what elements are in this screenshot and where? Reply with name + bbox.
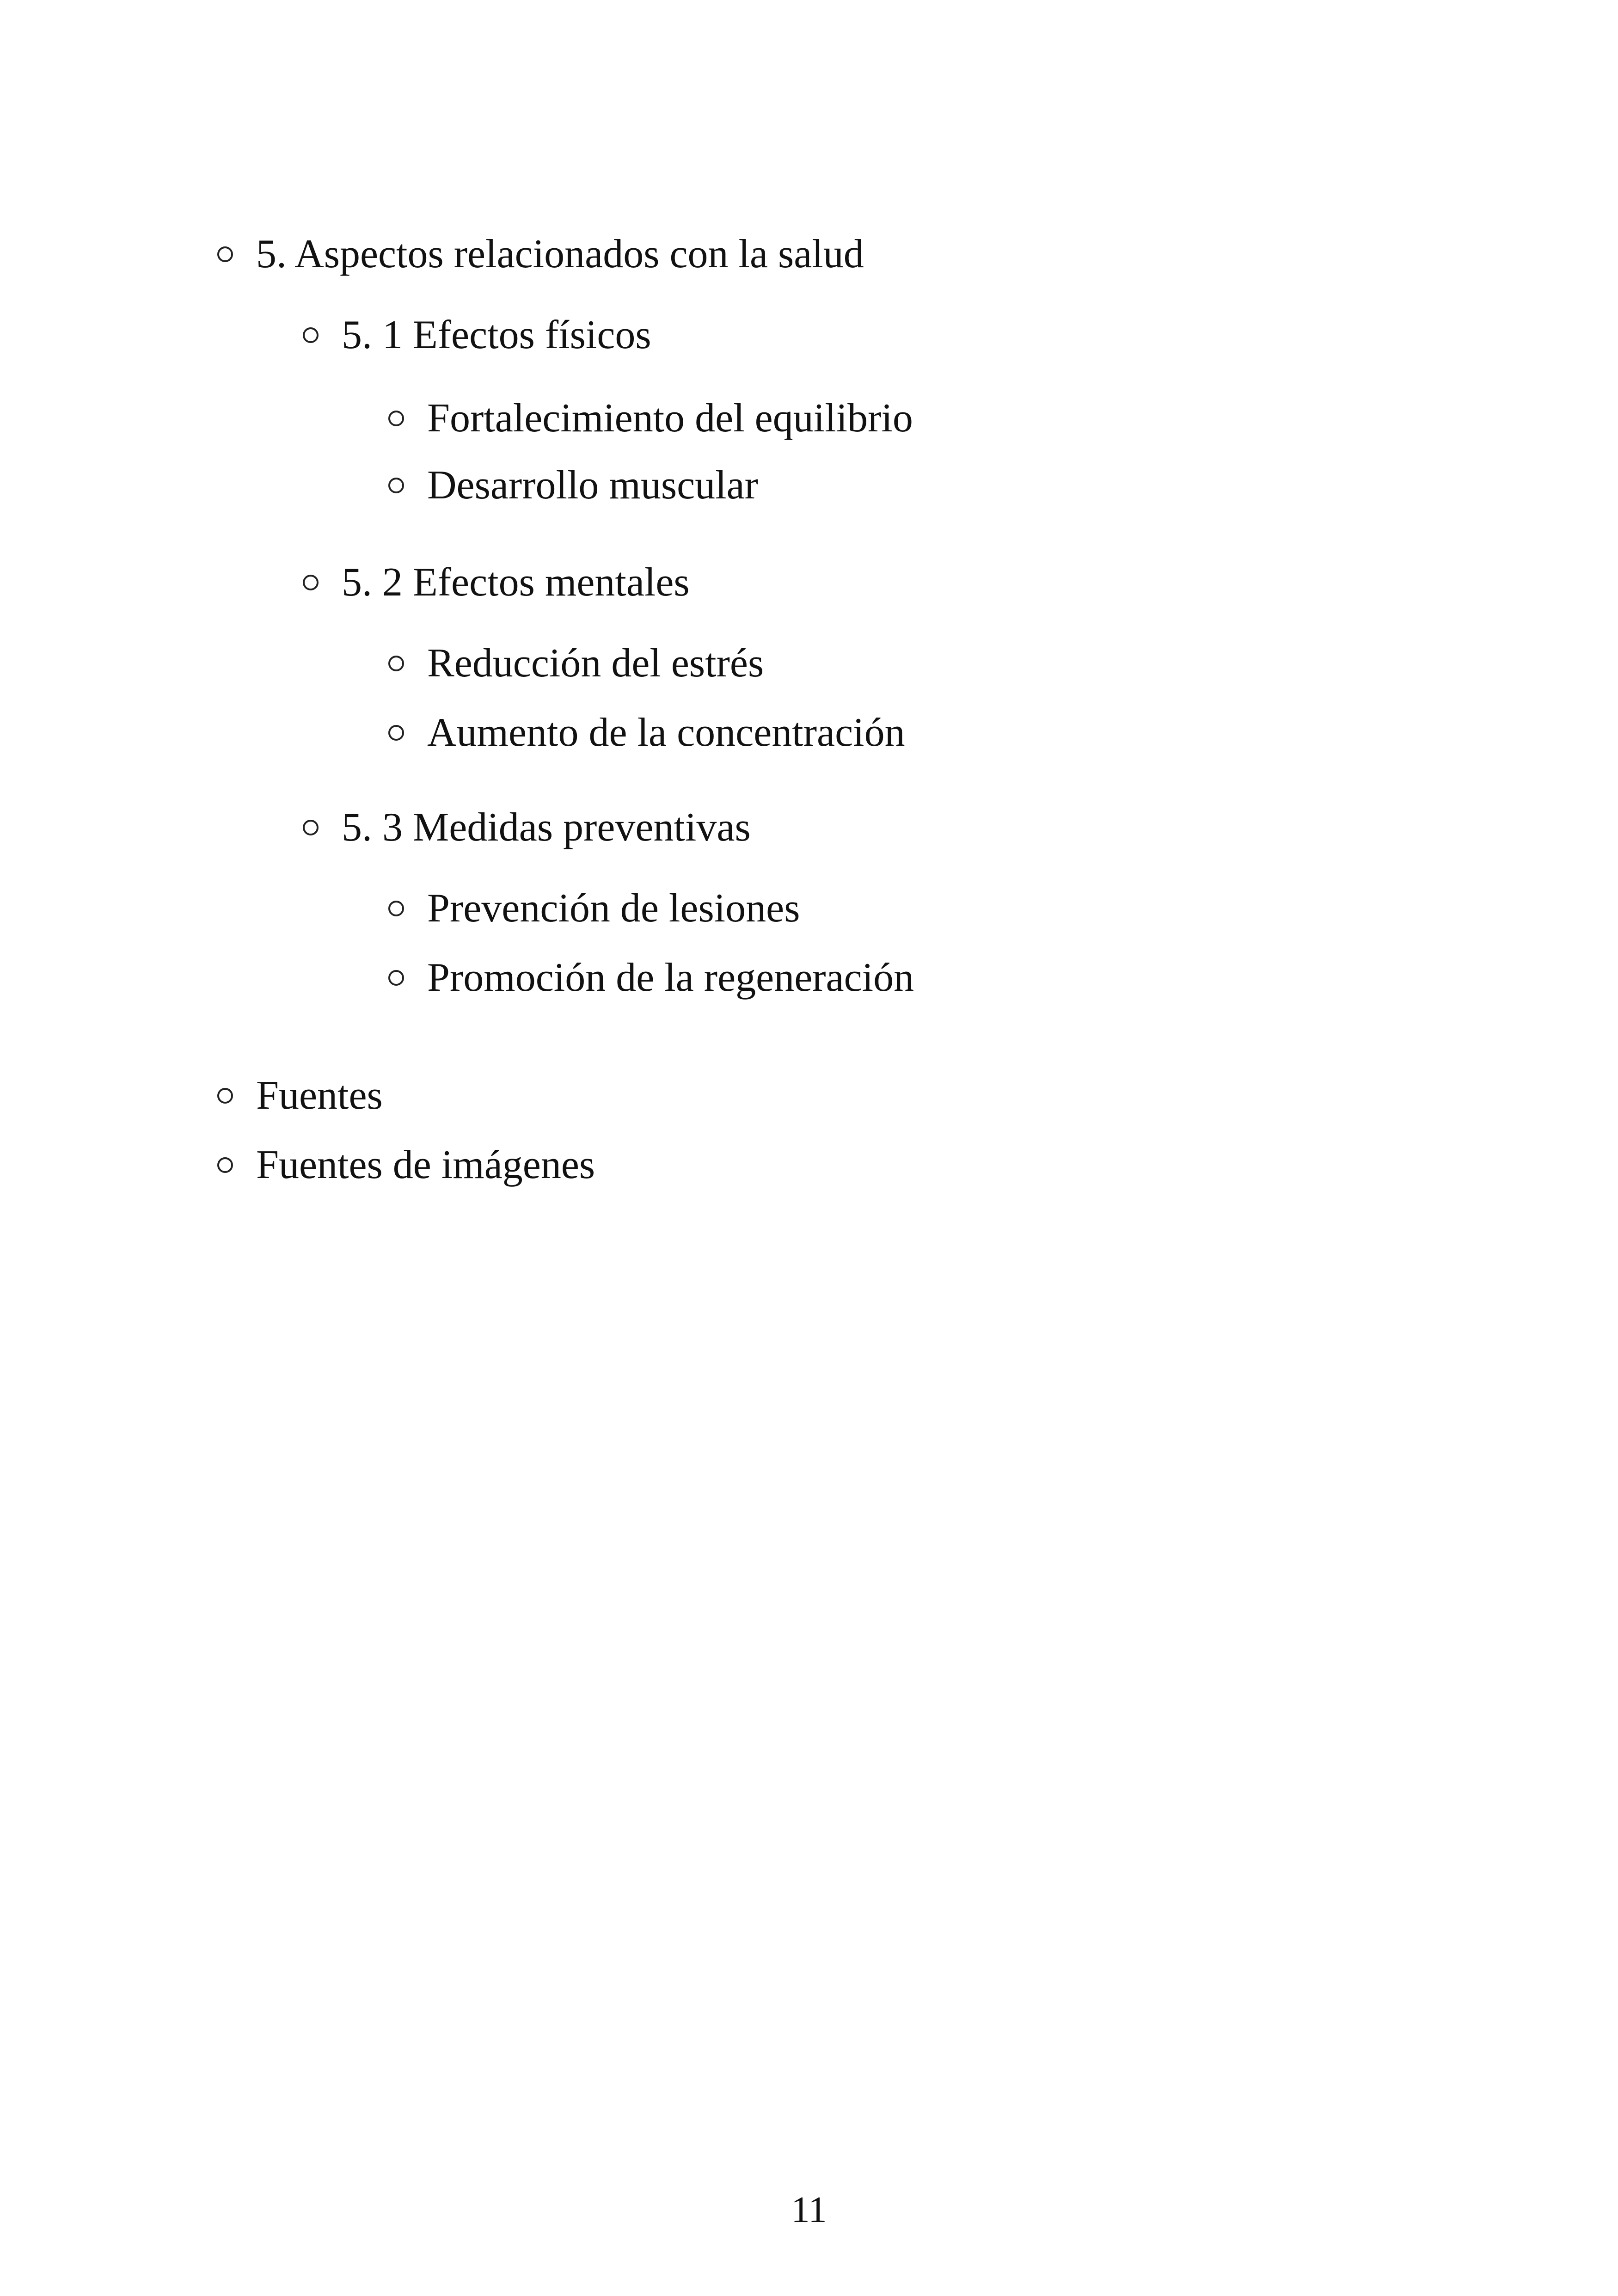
toc-entry-label: 5. Aspectos relacionados con la salud [256, 232, 864, 276]
circle-bullet-icon [388, 478, 404, 493]
toc-entry-regeneration [388, 952, 914, 1003]
toc-entry-injury [388, 883, 800, 934]
toc-entry-label: Reducción del estrés [427, 641, 764, 686]
toc-entry-concentration [388, 707, 905, 758]
toc-entry-label: Fuentes [256, 1073, 383, 1118]
toc-entry-image-sources [217, 1140, 595, 1191]
circle-bullet-icon [303, 327, 319, 343]
toc-entry-label: Fuentes de imágenes [256, 1142, 595, 1187]
circle-bullet-icon [217, 1157, 233, 1173]
circle-bullet-icon [388, 656, 404, 671]
toc-entry-label: Aumento de la concentración [427, 710, 905, 755]
circle-bullet-icon [303, 575, 319, 590]
toc-entry-label: 5. 3 Medidas preventivas [342, 805, 751, 850]
circle-bullet-icon [388, 411, 404, 426]
toc-entry-label: Fortalecimiento del equilibrio [427, 396, 913, 441]
toc-entry-label: Promoción de la regeneración [427, 955, 914, 1000]
circle-bullet-icon [303, 820, 319, 835]
toc-entry-label: 5. 2 Efectos mentales [342, 560, 690, 605]
toc-entry-label: Desarrollo muscular [427, 463, 758, 508]
circle-bullet-icon [388, 970, 404, 986]
circle-bullet-icon [388, 725, 404, 741]
toc-entry-5-3 [303, 802, 751, 853]
circle-bullet-icon [388, 901, 404, 916]
circle-bullet-icon [217, 246, 233, 262]
toc-entry-label: Prevención de lesiones [427, 886, 800, 931]
toc-entry-5-2 [303, 557, 690, 608]
toc-entry-stress [388, 638, 764, 689]
page-number: 11 [791, 2190, 827, 2230]
toc-entry-label: 5. 1 Efectos físicos [342, 313, 651, 357]
toc-entry-5-1 [303, 310, 651, 361]
toc-entry-section-5 [217, 229, 864, 280]
circle-bullet-icon [217, 1088, 233, 1104]
toc-entry-balance [388, 393, 913, 444]
toc-entry-muscle [388, 460, 758, 511]
toc-entry-sources [217, 1070, 383, 1121]
